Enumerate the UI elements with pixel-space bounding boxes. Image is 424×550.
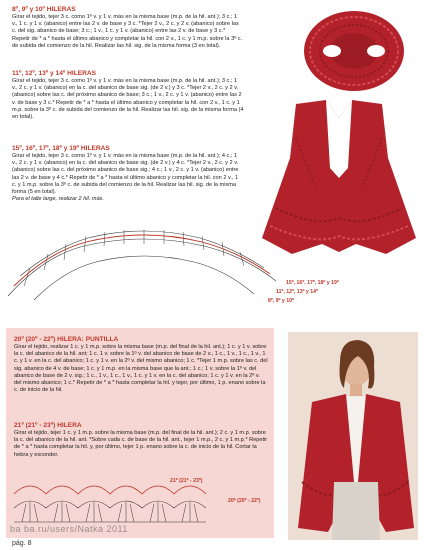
edging-panel (6, 328, 274, 538)
section-note: Para el talle large, realizar 2 hil. más. (12, 196, 105, 203)
section-title: 21º (21º - 23º) HILERA (14, 422, 82, 429)
section-title: 11º, 12º, 13º y 14º HILERAS (12, 70, 97, 77)
section-title: 20º (20º - 22º) HILERA: PUNTILLA (14, 336, 119, 343)
label-row-21: 21º (21º - 23º) (170, 478, 203, 484)
section-rows-11-14 (12, 70, 244, 121)
label-rows-11-14: 11º, 12º, 13º y 14º (276, 289, 318, 295)
watermark: ba ba.ru/users/Natka 2011 (10, 524, 128, 534)
label-rows-8-10: 8º, 9º y 10º (268, 298, 294, 304)
photo-vest (256, 98, 422, 258)
page-number: pág. 8 (12, 540, 32, 547)
section-title: 8º, 9º y 10º HILERAS (12, 6, 76, 13)
section-rows-15-19 (12, 145, 244, 203)
section-row-20 (14, 336, 268, 394)
crochet-chart-top (4, 226, 280, 304)
label-row-20: 20º (20º - 22º) (228, 498, 261, 504)
section-rows-8-10 (12, 6, 244, 50)
label-rows-15-19: 15º, 16º, 17º, 18º y 19º (286, 280, 339, 286)
model-image (288, 332, 418, 540)
round-piece-image (296, 6, 412, 96)
section-body: Girar el tejido, tejer 1 c. y 1 m.p. sobre la misma base (m.p. del final de la hil. ant.); 2 c. y 1 m.p. sobre la c. del abanico de la hil. ant. *Sobre cada c. de base de la hil. ant., tejer 1 m.p., 2 c. y 1 m.p.* Repetir de * a * hasta completar la hil. y, por último, tejer 1 p. enano sobre la c. de inicio de la hil. Cortar la hebra y esconder. (14, 430, 268, 458)
photo-model (288, 332, 418, 540)
section-body: Girar el tejido, realizar 1 c. y 1 m.p. sobre la misma base (m.p. del final de la hil. ant.); 1 c. y 1 v. sobre la c. del abanico de la hil. ant; 1 c. 1 v. sobre la 1º v. del abanico de base de 2 v., 1 c., 1 v., 1 c., 1 v., 1 c. y 1 v. en la c. del abanico; 1 c. y 1 v. en la 2º v. del mismo abanico; 1 c. *Tejer 1 m.p. sobre las c. del sig. abanico de 4 v. de base; 1 c. y 1 m.p. en la misma base que la ant.; 1 c.; 1 v. sobre la 1º v. del abanico de base de 2 v. sig.; 1 c., 1 v., 1 c., 1 v., 1 c. y 1 v. en la c. del abanico; 1 c. y 1 v. en la 2º v. del mismo abanico; 1 c.* Repetir de * a * hasta completar la hil. y tejer, por último, 1 p. enano sobre la c. de inicio de la hil. (14, 344, 268, 394)
vest-image (256, 98, 422, 258)
section-body: Girar el tejido, tejer 3 c. como 1º v. y 1 v. más en la misma base (m.p. de la hil. ant.); 3 c.; 1 v., 2 c. y 1 v. (abanico) en la c. del abanico de base sig. (de 2 v.) y 3 c. *Tejer 2 v., 2 c. y 2 v. (abanico) sobre las c. del próximo abanico de base; 3 c.; 1 v., 2 c. y 1 v. (abanico) entre las 2 v. de base y 3 c.* Repetir de * a * hasta el último abanico y completar la hil. con 2 v., 1 c. y 1 m.p. sobre la 3º c. de subida del comienzo de la hil. Realizar las hil. sig. de la misma forma (4 en total). (12, 78, 244, 121)
section-body: Girar el tejido, tejer 3 c. como 1º v. y 1 v. más en la misma base (m.p. de la hil. ant.); 4 c.; 1 v., 2 c. y 1 v. (abanico) en la c. del abanico de base sig. (de 2 v.) y 4 c. *Tejer 2 v., 2 c. y 2 v. (abanico) sobre las c. del próximo abanico de base sig.; 4 c.; 1 v., 2 c. y 1 v. (abanico) entre las 2 v. de base y 4 c.* Repetir de * a * hasta el último abanico y completar la hil. con 2 v., 1 c. y 1 m.p. sobre la 3º c. de subida del comienzo de la hil. Realizar las hil. sig. de la misma forma (5 en total). (12, 153, 239, 196)
section-row-21 (14, 422, 268, 459)
section-title: 15º, 16º, 17º, 18º y 19º HILERAS (12, 145, 110, 152)
section-body: Girar el tejido, tejer 3 c. como 1º v. y 1 v. más en la misma base (m.p. de la hil. ant.); 3 c.; 1 v., 1 c. y 1 v. (abanico) entre las 2 v. de base y 3 c. *Tejer 2 v., 2 c. y 2 v. (abanico) sobre las c. del sig. abanico de base; 3 c.; 1 v., 1 c. y 1 v. (abanico) entre las 2 v. de base y 3 c.* Repetir de * a * hasta el último abanico y completar la hil. con 2 v., 1 c. y 1 m.p. sobre la 3º c. de subida del comienzo de la hil. Realizar las hil. sig. de la misma forma (3 en total). (12, 14, 243, 49)
photo-round-piece (296, 6, 412, 96)
crochet-chart-diagram (4, 226, 280, 304)
